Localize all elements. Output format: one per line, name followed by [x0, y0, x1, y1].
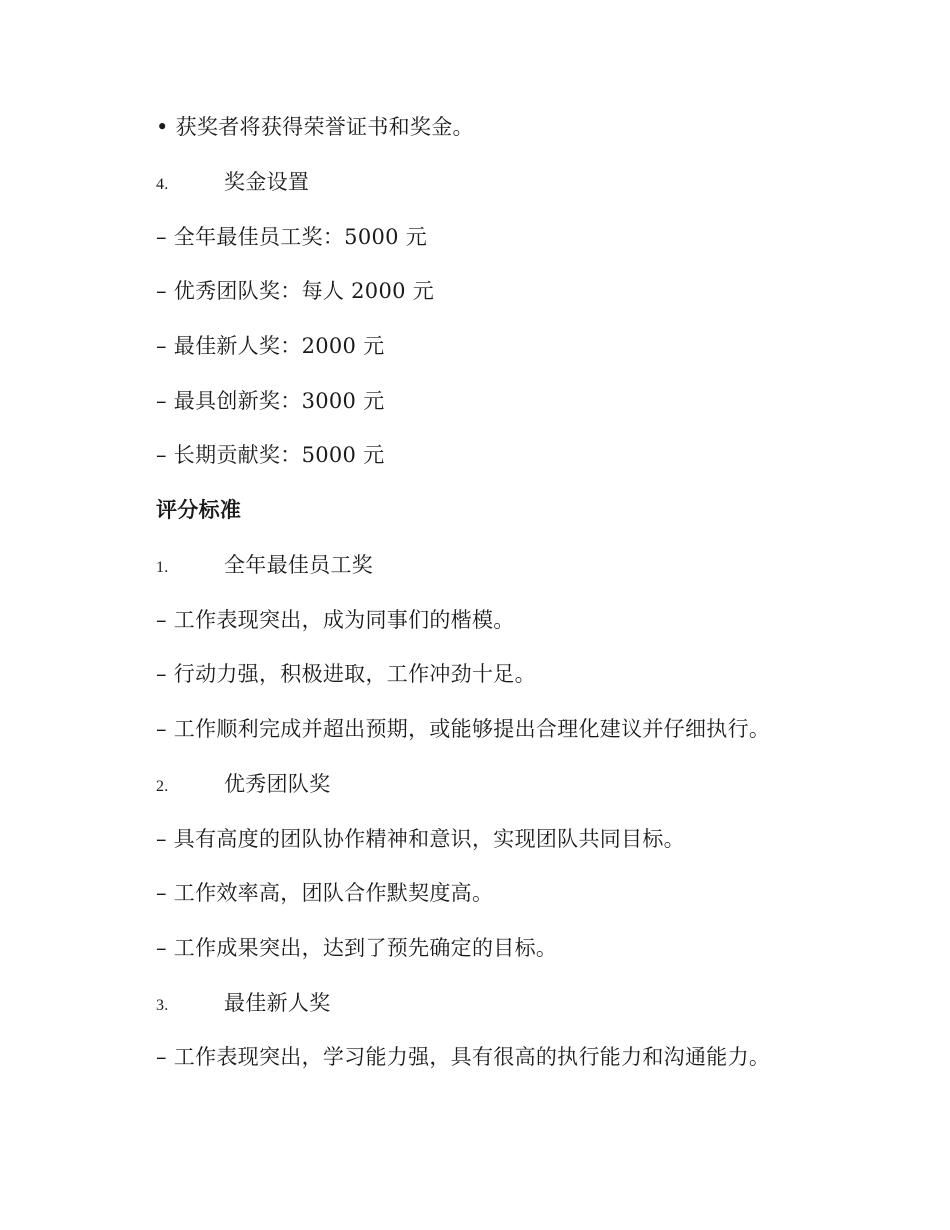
intro-bullet: • 获奖者将获得荣誉证书和奖金。 — [156, 115, 474, 139]
list-item: – 工作效率高，团队合作默契度高。 — [156, 881, 494, 905]
list-item: – 工作表现突出，学习能力强，具有很高的执行能力和沟通能力。 — [156, 1045, 771, 1069]
criteria-heading: 评分标准 — [156, 497, 242, 522]
section-heading-prize — [156, 168, 309, 199]
list-item: – 具有高度的团队协作精神和意识，实现团队共同目标。 — [156, 827, 685, 851]
list-item: – 工作顺利完成并超出预期，或能够提出合理化建议并仔细执行。 — [156, 717, 771, 741]
section-number: 4. — [156, 176, 169, 193]
section-heading-criteria-2 — [156, 770, 331, 801]
section-heading-criteria-3 — [156, 989, 331, 1020]
section-title: 全年最佳员工奖 — [224, 553, 374, 577]
list-item: – 优秀团队奖：每人 2000 元 — [156, 279, 435, 303]
list-item: – 最具创新奖：3000 元 — [156, 389, 385, 413]
list-item: – 行动力强，积极进取，工作冲劲十足。 — [156, 662, 536, 686]
section-number: 2. — [156, 778, 169, 795]
list-item: – 工作表现突出，成为同事们的楷模。 — [156, 608, 515, 632]
section-number: 1. — [156, 559, 169, 576]
section-title: 奖金设置 — [224, 170, 310, 194]
section-number: 3. — [156, 997, 169, 1014]
list-item: – 长期贡献奖：5000 元 — [156, 443, 385, 467]
list-item: – 最佳新人奖：2000 元 — [156, 334, 385, 358]
section-title: 优秀团队奖 — [224, 772, 331, 796]
section-heading-criteria-1 — [156, 551, 373, 582]
list-item: – 全年最佳员工奖：5000 元 — [156, 225, 428, 249]
section-title: 最佳新人奖 — [224, 991, 331, 1015]
list-item: – 工作成果突出，达到了预先确定的目标。 — [156, 936, 558, 960]
